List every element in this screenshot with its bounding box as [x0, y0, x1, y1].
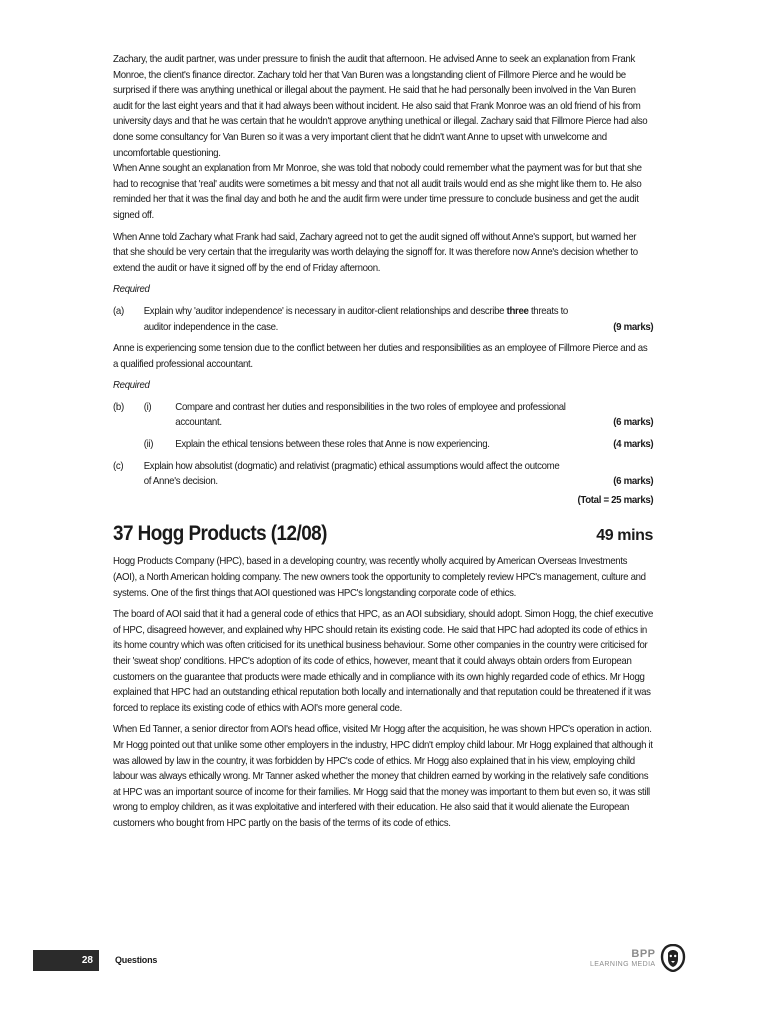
bpp-logo	[590, 944, 686, 972]
case-paragraph-2: When Anne sought an explanation from Mr Monroe, she was told that nobody could remember what the payment was for but that she had to recognise that 'real' audits were sometimes a bit messy and that not all audit trails would end as she might like them to. He also reminded her that it was the final day and both he and the audit firm were under time pressure to conclude business and get the audit signed off.	[113, 163, 642, 221]
footer-section-label: Questions	[115, 955, 158, 965]
section-heading	[113, 522, 653, 546]
question-c-label: (c)	[113, 460, 124, 472]
section-time: 49 mins	[596, 527, 653, 545]
question-b-i-label: (i)	[143, 401, 152, 413]
case-paragraph-3: When Anne told Zachary what Frank had said, Zachary agreed not to get the audit signed off without Anne's support, but warned her that she should be very certain that the irregularity was worth delaying the signoff for. It was therefore now Anne's decision whether to extend the audit or have it signed off by the end of Friday afternoon.	[113, 231, 638, 274]
section-title: 37 Hogg Products (12/08)	[113, 522, 327, 546]
question-b-ii-label: (ii)	[143, 439, 154, 451]
question-a-text: Explain why 'auditor independence' is necessary in auditor-client relationships and describe three threats to	[143, 305, 568, 317]
question-c-text: Explain how absolutist (dogmatic) and relativist (pragmatic) ethical assumptions would affect the outcome	[143, 460, 560, 472]
tension-paragraph: Anne is experiencing some tension due to the conflict between her duties and responsibilities as an employee of Fillmore Pierce and as a qualified professional accountant.	[113, 343, 648, 370]
question-b-i-text: Compare and contrast her duties and responsibilities in the two roles of employee and professional	[175, 401, 566, 413]
case-paragraph-1: Zachary, the audit partner, was under pressure to finish the audit that afternoon. He advised Anne to seek an explanation from Frank Monroe, the client's finance director. Zachary told her that Van Buren was a longstanding client of Fillmore Pierce and he would be surprised if there was anything unethical or illegal about the payment. He said that he had personally been involved in the Van Buren audit for the last eight years and that it had always been without incident. He also said that Frank Monroe was an old friend of his from university days and that he was certain that he wouldn't approve anything unethical or illegal. Zachary said that Fillmore Pierce had also done some consultancy for Van Buren so it was a very important client that he didn't want Anne to upset with unwelcome and uncomfortable questioning.	[113, 54, 648, 159]
question-a-label: (a)	[113, 305, 124, 317]
page-number-box	[33, 950, 99, 971]
question-c	[113, 459, 653, 509]
question-b-i-marks: (6 marks)	[613, 417, 654, 429]
logo-brand-sub: LEARNING MEDIA	[590, 960, 656, 968]
lion-head-icon	[660, 944, 686, 972]
hogg-paragraph-2: The board of AOI said that it had a general code of ethics that HPC, as an AOI subsidiary, should adopt. Simon Hogg, the chief executive of HPC, disagreed however, and explained why HPC should retain its existing code. He said that HPC had adopted its code of ethics in its home country which was often criticised for its unethical business behaviour. Some other companies in the country were criticised for their 'sweat shop' conditions. HPC's adoption of its code of ethics, however, meant that it could always obtain orders from European customers on the guarantee that products were made ethically and in compliance with its own highly regarded code of ethics. Mr Hogg explained that HPC had an outstanding ethical reputation both locally and internationally and that reputation could be threatened if it was forced to replace its existing code of ethics with AOI's more general code.	[113, 609, 653, 714]
question-c-text-line2: of Anne's decision.	[143, 476, 218, 488]
question-b-i-text-line2: accountant.	[175, 417, 222, 429]
question-a-text-line2: auditor independence in the case.	[143, 321, 279, 333]
question-c-marks: (6 marks)	[613, 476, 654, 488]
question-a-marks: (9 marks)	[613, 321, 654, 333]
question-b-ii-text: Explain the ethical tensions between these roles that Anne is now experiencing.	[175, 439, 490, 451]
page-content	[113, 52, 653, 832]
logo-brand: BPP	[631, 947, 656, 960]
question-b	[113, 400, 653, 453]
question-b-label: (b)	[113, 401, 124, 413]
required-label-2: Required	[113, 380, 150, 392]
question-a	[113, 304, 653, 335]
hogg-paragraph-3: When Ed Tanner, a senior director from AOI's head office, visited Mr Hogg after the acquisition, he was shown HPC's operation in action. Mr Hogg pointed out that unlike some other employers in the industry, HPC didn't employ child labour. Mr Hogg explained that although it was allowed by law in the country, it was forbidden by HPC's code of ethics. Mr Hogg also explained that in his view, employing child labour was always ethically wrong. Mr Tanner asked whether the money that children earned by working in the relatively safe conditions at HPC was an important source of income for their families. Mr Hogg said that the money was important to them but even so, it was still wrong to employ children, as it was exploitative and interfered with their education. He also said that it would alienate the European customers who bought from HPC partly on the basis of the terms of its code of ethics.	[113, 724, 653, 829]
question-b-ii-marks: (4 marks)	[613, 439, 654, 451]
page-number: 28	[81, 955, 93, 966]
required-label-1: Required	[113, 284, 150, 296]
hogg-paragraph-1: Hogg Products Company (HPC), based in a developing country, was recently wholly acquired by American Overseas Investments (AOI), a North American holding company. The new owners took the opportunity to completely review HPC's management, culture and systems. One of the first things that AOI questioned was HPC's longstanding corporate code of ethics.	[113, 556, 646, 599]
total-marks: (Total = 25 marks)	[577, 494, 654, 506]
